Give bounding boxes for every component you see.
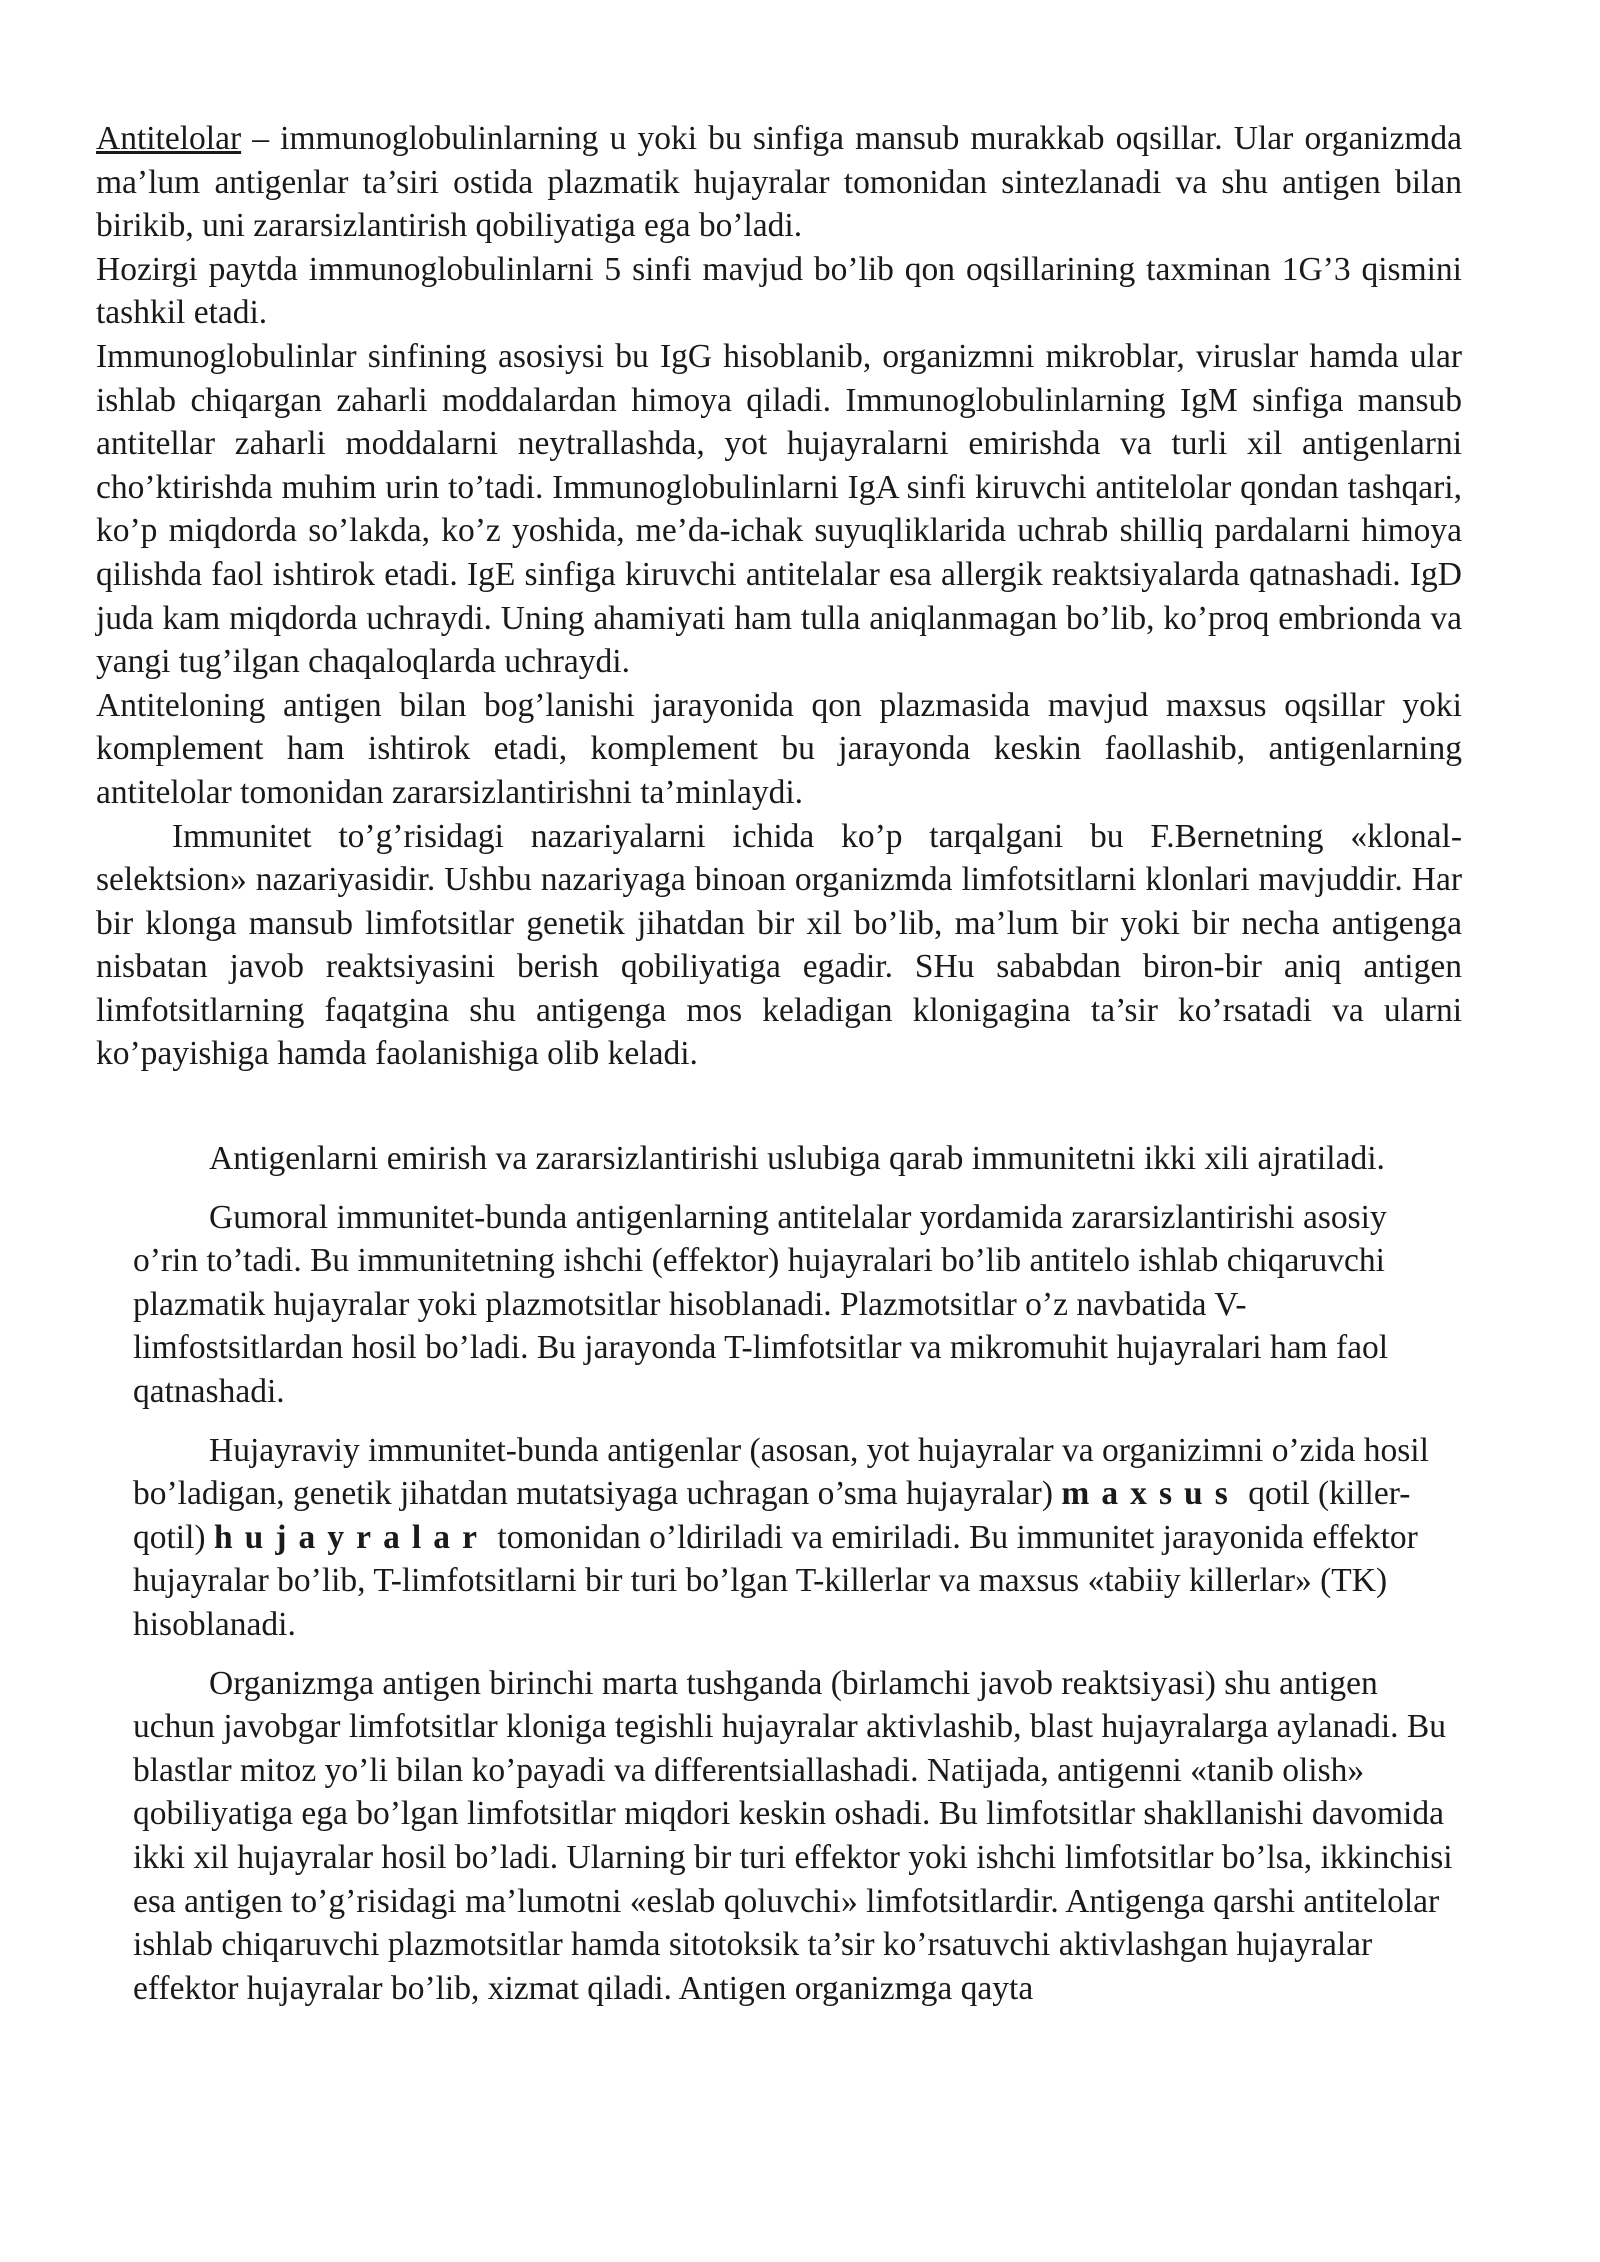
- text-block-lower: [133, 1137, 1453, 2025]
- text-block-upper: [96, 117, 1462, 1076]
- paragraph-clonal-selection: Immunitet to’g’risidagi nazariyalarni ichida ko’p tarqalgani bu F.Bernetning «klonal-selektsion» nazariyasidir. Ushbu nazariyaga binoan organizmda limfotsitlarni klonlari mavjuddir. Har bir klonga mansub limfotsitlar genetik jihatdan bir xil bo’lib, ma’lum bir yoki bir necha antigenga nisbatan javob reaktsiyasini berish qobiliyatiga egadir. SHu sababdan biron-bir aniq antigen limfotsitlarning faqatgina shu antigenga mos keladigan klonigagina ta’sir ko’rsatadi va ularni ko’payishiga hamda faolanishiga olib keladi.: [96, 817, 1462, 1073]
- paragraph-text: Hujayraviy immunitet-bunda antigenlar (asosan, yot hujayralar va organizimni o’zida hosil bo’ladigan, genetik jihatdan mutatsiyaga uchragan o’sma hujayralar): [133, 1431, 1429, 1513]
- paragraph-immunity-types: Antigenlarni emirish va zararsizlantirishi uslubiga qarab immunitetni ikki xili ajratiladi.: [209, 1140, 1385, 1177]
- paragraph-cellular-immunity: [133, 1429, 1453, 1647]
- emphasis-hujayralar: hujayralar: [213, 1518, 490, 1556]
- term-antitelolar: Antitelolar: [96, 120, 242, 157]
- paragraph-complement: Antiteloning antigen bilan bog’lanishi jarayonida qon plazmasida mavjud maxsus oqsillar yoki komplement ham ishtirok etadi, komplement bu jarayonda keskin faollashib, antigenlarning antitelolar tomonidan zararsizlantirishni ta’minlaydi.: [96, 686, 1462, 811]
- paragraph-text: – immunoglobulinlarning u yoki bu sinfiga mansub murakkab oqsillar. Ular organizmda ma’lum antigenlar ta’siri ostida plazmatik hujayralar tomonidan sintezlanadi va shu antigen bilan birikib, uni zararsizlantirish qobiliyatiga ega bo’ladi.: [96, 120, 1462, 245]
- paragraph-immunoglobulin-types: Immunoglobulinlar sinfining asosiysi bu IgG hisoblanib, organizmni mikroblar, viruslar hamda ular ishlab chiqargan zaharli moddalardan himoya qiladi. Immunoglobulinlarning IgM sinfiga mansub antitellar zaharli moddalarni neytrallashda, yot hujayralarni emirishda va turli xil antigenlarni cho’ktirishda muhim urin to’tadi. Immunoglobulinlarni IgA sinfi kiruvchi antitelolar qondan tashqari, ko’p miqdorda so’lakda, ko’z yoshida, me’da-ichak suyuqliklarida uchrab shilliq pardalarni himoya qilishda faol ishtirok etadi. IgE sinfiga kiruvchi antitelalar esa allergik reaktsiyalarda qatnashadi. IgD juda kam miqdorda uchraydi. Uning ahamiyati ham tulla aniqlanmagan bo’lib, ko’proq embrionda va yangi tug’ilgan chaqaloqlarda uchraydi.: [96, 337, 1462, 681]
- paragraph-immunoglobulin-classes: Hozirgi paytda immunoglobulinlarni 5 sinfi mavjud bo’lib qon oqsillarining taxminan 1G’3 qismini tashkil etadi.: [96, 250, 1462, 332]
- paragraph-primary-response: Organizmga antigen birinchi marta tushganda (birlamchi javob reaktsiyasi) shu antigen uchun javobgar limfotsitlar kloniga tegishli hujayralar aktivlashib, blast hujayralarga aylanadi. Bu blastlar mitoz yo’li bilan ko’payadi va differentsiallashadi. Natijada, antigenni «tanib olish» qobiliyatiga ega bo’lgan limfotsitlar miqdori keskin oshadi. Bu limfotsitlar shakllanishi davomida ikki xil hujayralar hosil bo’ladi. Ularning bir turi effektor yoki ishchi limfotsitlar bo’lsa, ikkinchisi esa antigen to’g’risidagi ma’lumotni «eslab qoluvchi» limfotsitlardir. Antigenga qarshi antitelolar ishlab chiqaruvchi plazmotsitlar hamda sitotoksik ta’sir ko’rsatuvchi aktivlashgan hujayralar effektor hujayralar bo’lib, xizmat qiladi. Antigen organizmga qayta: [133, 1664, 1453, 2007]
- emphasis-maxsus: maxsus: [1061, 1475, 1240, 1513]
- paragraph-humoral-immunity: Gumoral immunitet-bunda antigenlarning antitelalar yordamida zararsizlantirishi asosiy o’rin to’tadi. Bu immunitetning ishchi (effektor) hujayralari bo’lib antitelo ishlab chiqaruvchi plazmatik hujayralar yoki plazmotsitlar hisoblanadi. Plazmotsitlar o’z navbatida V-limfostsitlardan hosil bo’ladi. Bu jarayonda T-limfotsitlar va mikromuhit hujayralari ham faol qatnashadi.: [133, 1198, 1389, 1410]
- paragraph-antitelolar-definition: [96, 117, 1462, 248]
- paragraph-text: qotil (killer- qotil): [133, 1475, 1411, 1556]
- paragraph-text: tomonidan o’ldiriladi va emiriladi. Bu immunitet jarayonida effektor hujayralar bo’lib, T-limfotsitlarni bir turi bo’lgan T-killerlar va maxsus «tabiiy killerlar» (TK) hisoblanadi.: [133, 1518, 1418, 1643]
